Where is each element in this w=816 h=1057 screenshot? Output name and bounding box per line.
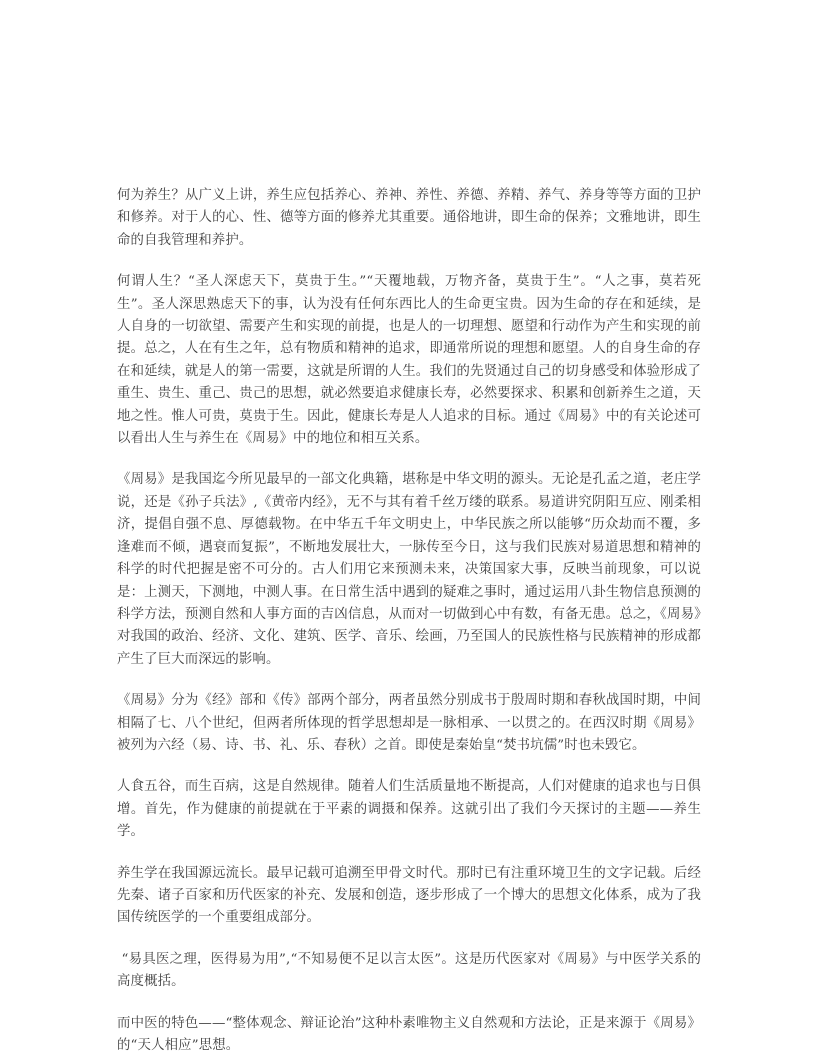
paragraph-what-is-life: 何谓人生？“圣人深虑天下，莫贵于生。”“天覆地载，万物齐备，莫贵于生”。“人之事，莫若死生”。圣人深思熟虑天下的事，认为没有任何东西比人的生命更宝贵。因为生命的存在和延续，是人自身的一切欲望、需要产生和实现的前提，也是人的一切理想、愿望和行动作为产生和实现的前提。总之，人在有生之年，总有物质和精神的追求，即通常所说的理想和愿望。人的自身生命的存在和延续，就是人的第一需要，这就是所谓的人生。我们的先贤通过自己的切身感受和体验形成了重生、贵生、重己、贵己的思想，就必然要追求健康长寿，必然要探求、积累和创新养生之道，天地之性。惟人可贵，莫贵于生。因此，健康长寿是人人追求的目标。通过《周易》中的有关论述可以看出人生与养生在《周易》中的地位和相互关系。 bbox=[117, 274, 701, 447]
paragraph-yi-and-medicine-quote: “易具医之理，医得易为用”,“不知易便不足以言太医”。这是历代医家对《周易》与中医学关系的高度概括。 bbox=[117, 951, 701, 990]
paragraph-zhouyi-overview: 《周易》是我国迄今所见最早的一部文化典籍，堪称是中华文明的源头。无论是孔孟之道，老庄学说，还是《孙子兵法》,《黄帝内经》，无不与其有着千丝万缕的联系。易道讲究阴阳互应、刚柔相济，提倡自强不息、厚德载物。在中华五千年文明史上，中华民族之所以能够“历众劫而不覆，多逢难而不倾，遇衰而复振”，不断地发展壮大，一脉传至今日，这与我们民族对易道思想和精神的科学的时代把握是密不可分的。古人们用它来预测未来，决策国家大事，反映当前现象，可以说是：上测天，下测地，中测人事。在日常生活中遇到的疑难之事时，通过运用八卦生物信息预测的科学方法，预测自然和人事方面的吉凶信息，从而对一切做到心中有数，有备无患。总之，《周易》对我国的政治、经济、文化、建筑、医学、音乐、绘画，乃至国人的民族性格与民族精神的形成都产生了巨大而深远的影响。 bbox=[117, 472, 701, 667]
paragraph-health-pursuit: 人食五谷，而生百病，这是自然规律。随着人们生活质量地不断提高，人们对健康的追求也与日俱增。首先，作为健康的前提就在于平素的调摄和保养。这就引出了我们今天探讨的主题——养生学。 bbox=[117, 779, 701, 840]
paragraph-what-is-yangsheng: 何为养生？从广义上讲，养生应包括养心、养神、养性、养德、养精、养气、养身等等方面的卫护和修养。对于人的心、性、德等方面的修养尤其重要。通俗地讲，即生命的保养；文雅地讲，即生命的自我管理和养护。 bbox=[117, 188, 701, 248]
paragraph-tcm-characteristics: 而中医的特色——“整体观念、辩证论治”这种朴素唯物主义自然观和方法论，正是来源于《周易》的“天人相应”思想。 bbox=[117, 1015, 701, 1053]
paragraph-zhouyi-structure: 《周易》分为《经》部和《传》部两个部分，两者虽然分别成书于殷周时期和春秋战国时期，中间相隔了七、八个世纪，但两者所体现的哲学思想却是一脉相承、一以贯之的。在西汉时期《周易》被列为六经（易、诗、书、礼、乐、春秋）之首。即使是秦始皇“焚书坑儒”时也未毁它。 bbox=[117, 693, 701, 753]
paragraph-yangsheng-history: 养生学在我国源远流长。最早记载可追溯至甲骨文时代。那时已有注重环境卫生的文字记载。后经先秦、诸子百家和历代医家的补充、发展和创造，逐步形成了一个博大的思想文化体系，成为了我国传统医学的一个重要组成部分。 bbox=[117, 865, 701, 926]
document-text-body bbox=[117, 185, 701, 1057]
